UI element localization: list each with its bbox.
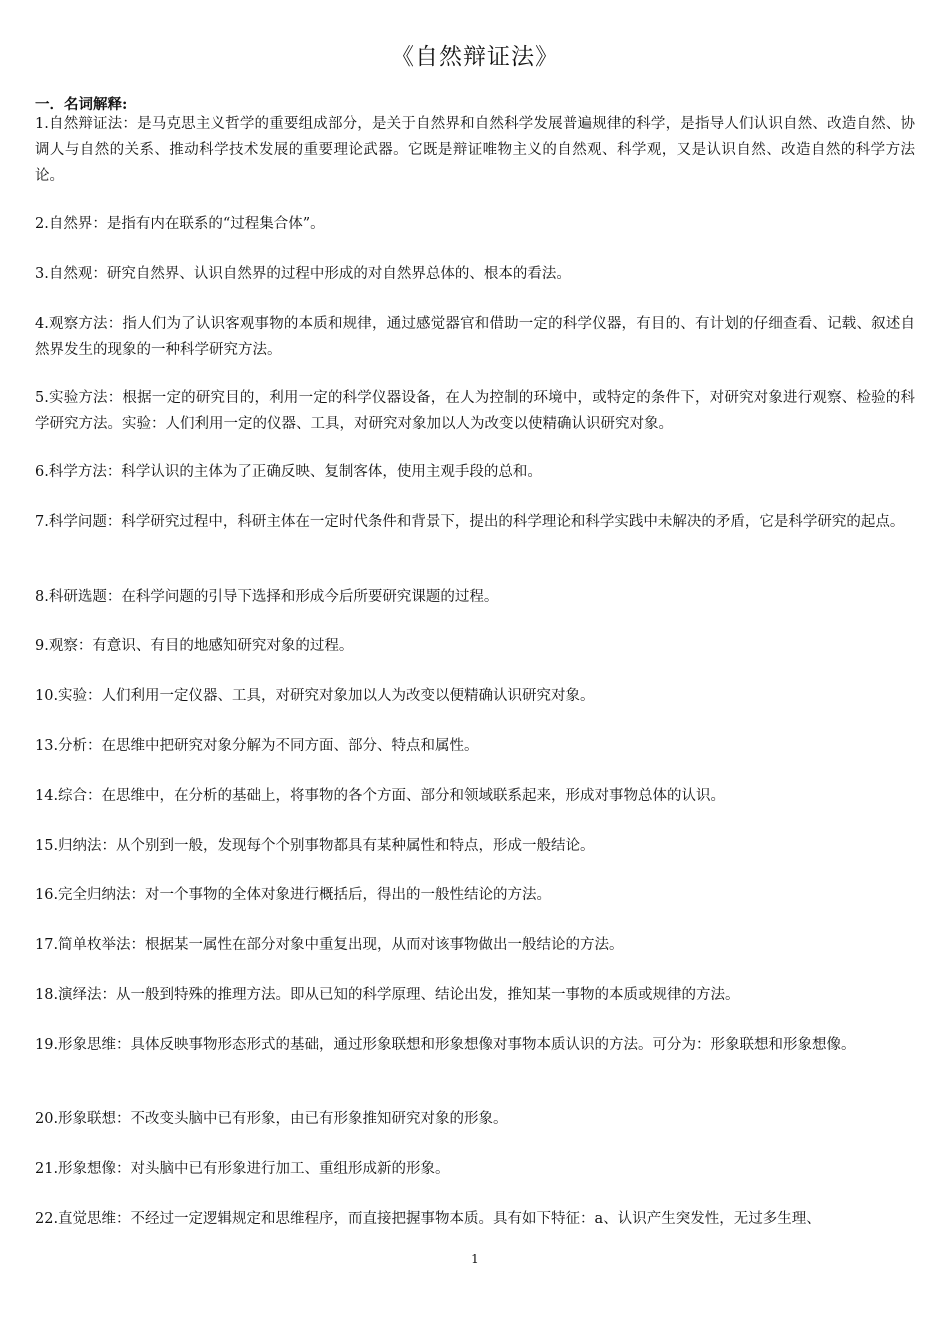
definition-item: 14.综合：在思维中，在分析的基础上，将事物的各个方面、部分和领域联系起来，形成对事物总体的认识。	[35, 788, 726, 804]
definition-item: 10.实验：人们利用一定仪器、工具，对研究对象加以人为改变以便精确认识研究对象。	[35, 688, 595, 704]
definition-item: 8.科研选题：在科学问题的引导下选择和形成今后所要研究课题的过程。	[35, 589, 499, 605]
definition-item: 5.实验方法：根据一定的研究目的，利用一定的科学仪器设备，在人为控制的环境中，或特定的条件下，对研究对象进行观察、检验的科学研究方法。实验：人们利用一定的仪器、工具，对研究对象加以人为改变以使精确认识研究对象。	[35, 390, 915, 432]
definition-item: 15.归纳法：从个别到一般，发现每个个别事物都具有某种属性和特点，形成一般结论。	[35, 838, 595, 854]
definition-item: 9.观察：有意识、有目的地感知研究对象的过程。	[35, 638, 354, 654]
definition-item: 4.观察方法：指人们为了认识客观事物的本质和规律，通过感觉器官和借助一定的科学仪器，有目的、有计划的仔细查看、记载、叙述自然界发生的现象的一种科学研究方法。	[35, 316, 915, 358]
definition-item: 16.完全归纳法：对一个事物的全体对象进行概括后，得出的一般性结论的方法。	[35, 887, 552, 903]
definition-item: 2.自然界：是指有内在联系的“过程集合体”。	[35, 216, 325, 232]
definition-item: 20.形象联想：不改变头脑中已有形象，由已有形象推知研究对象的形象。	[35, 1111, 508, 1127]
definition-item: 17.简单枚举法：根据某一属性在部分对象中重复出现，从而对该事物做出一般结论的方法。	[35, 937, 624, 953]
definition-item: 7.科学问题：科学研究过程中，科研主体在一定时代条件和背景下，提出的科学理论和科学实践中未解决的矛盾，它是科学研究的起点。	[35, 514, 905, 530]
section-heading-text: 一．名词解释:	[35, 96, 128, 113]
page-number: 1	[471, 1252, 479, 1266]
definition-item: 13.分析：在思维中把研究对象分解为不同方面、部分、特点和属性。	[35, 738, 479, 754]
document-title: 《自然辩证法》	[391, 44, 559, 70]
definition-item: 18.演绎法：从一般到特殊的推理方法。即从已知的科学原理、结论出发，推知某一事物的本质或规律的方法。	[35, 987, 740, 1003]
definition-item: 22.直觉思维：不经过一定逻辑规定和思维程序，而直接把握事物本质。具有如下特征：a、认识产生突发性，无过多生理、	[35, 1211, 821, 1227]
definition-item: 21.形象想像：对头脑中已有形象进行加工、重组形成新的形象。	[35, 1161, 450, 1177]
definition-item: 1.自然辩证法：是马克思主义哲学的重要组成部分，是关于自然界和自然科学发展普遍规律的科学，是指导人们认识自然、改造自然、协调人与自然的关系、推动科学技术发展的重要理论武器。它既是辩证唯物主义的自然观、科学观，又是认识自然、改造自然的科学方法论。	[35, 116, 915, 184]
definition-item: 6.科学方法：科学认识的主体为了正确反映、复制客体，使用主观手段的总和。	[35, 464, 542, 480]
definition-item: 19.形象思维：具体反映事物形态形式的基础，通过形象联想和形象想像对事物本质认识的方法。可分为：形象联想和形象想像。	[35, 1037, 856, 1053]
definition-item: 3.自然观：研究自然界、认识自然界的过程中形成的对自然界总体的、根本的看法。	[35, 266, 571, 282]
